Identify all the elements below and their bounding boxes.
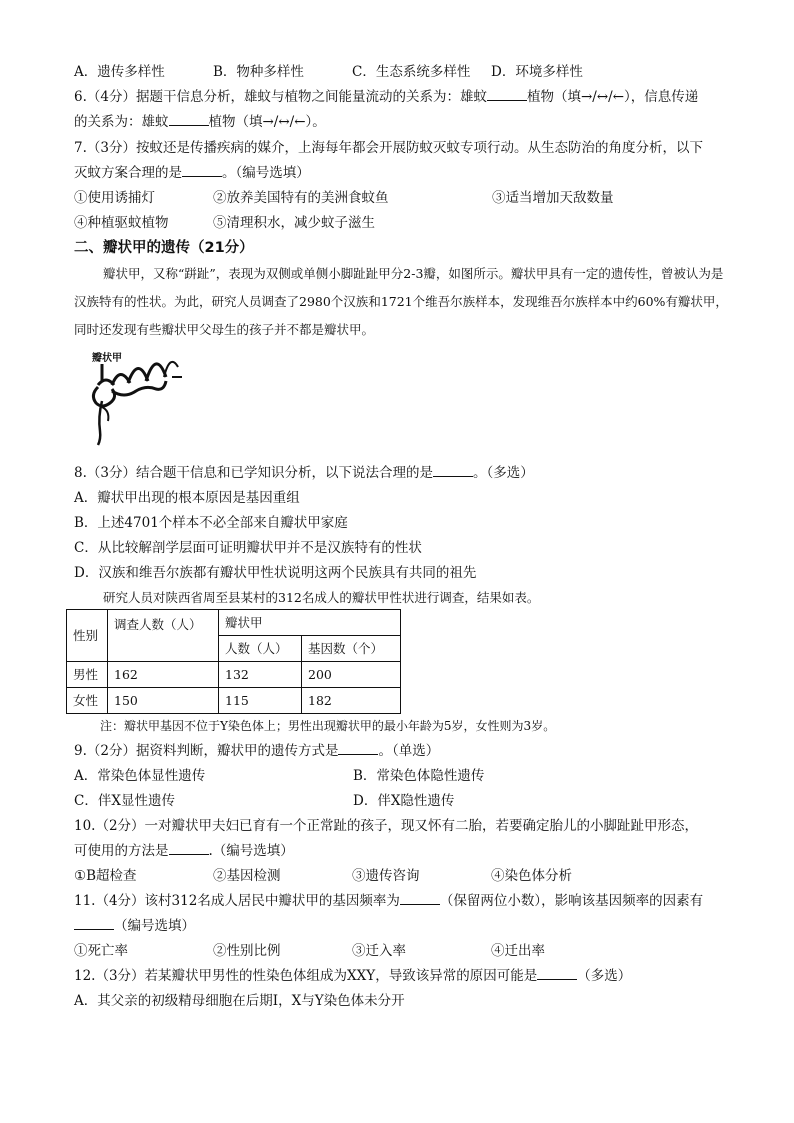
q7-text-a: 灭蚊方案合理的是: [74, 165, 182, 181]
q12-text-a: 12.（3分）若某瓣状甲男性的性染色体组成为XXY，导致该异常的原因可能是: [74, 968, 538, 984]
q11-line1: [74, 889, 703, 914]
q10-option-1: ①B超检查: [74, 868, 137, 884]
q5-option-d: D．环境多样性: [491, 64, 583, 80]
q11-line2: [74, 914, 195, 939]
header-genes: 基因数（个）: [302, 636, 401, 662]
q5-option-b: B．物种多样性: [213, 64, 304, 80]
q8-option-d: D．汉族和维吾尔族都有瓣状甲性状说明这两个民族具有共同的祖先: [74, 565, 477, 581]
section-title: 二、瓣状甲的遗传（21分）: [74, 240, 254, 256]
q7-option-5: ⑤清理积水，减少蚊子滋生: [213, 215, 375, 231]
q11-text-a: 11.（4分）该村312名成人居民中瓣状甲的基因频率为: [74, 893, 400, 909]
table-row: [67, 688, 401, 714]
header-sex: 性别: [67, 610, 108, 662]
header-count: 调查人数（人）: [108, 610, 219, 662]
q8-option-a: A．瓣状甲出现的根本原因是基因重组: [74, 490, 300, 506]
q12-option-a: A．其父亲的初级精母细胞在后期Ⅰ，X与Y染色体未分开: [74, 993, 405, 1009]
answer-blank[interactable]: [169, 840, 209, 855]
toenail-sketch-image: [88, 347, 188, 447]
cell-genes: 182: [302, 688, 401, 714]
cell-genes: 200: [302, 662, 401, 688]
section-intro: 瓣状甲，又称“跰趾”，表现为双侧或单侧小脚趾趾甲分2-3瓣，如图所示。瓣状甲具有一定的遗传性，曾被认为是汉族特有的性状。为此，研究人员调查了2980个汉族和1721个维吾尔族样本，发现维吾尔族样本中约60%有瓣状甲，同时还发现有些瓣状甲父母生的孩子并不都是瓣状甲。: [74, 266, 728, 337]
q6-text-a: 6.（4分）据题干信息分析，雄蚊与植物之间能量流动的关系为：雄蚊: [74, 89, 487, 105]
cell-count: 150: [108, 688, 219, 714]
cell-people: 115: [219, 688, 302, 714]
q9-stem: [74, 739, 439, 764]
q7-option-1: ①使用诱捕灯: [74, 190, 155, 206]
q6-line1: [74, 85, 698, 110]
q8-text-b: 。（多选）: [472, 465, 534, 481]
q10-options: [74, 864, 734, 889]
answer-blank[interactable]: [487, 86, 527, 101]
table-note: 注：瓣状甲基因不位于Y染色体上；男性出现瓣状甲的最小年龄为5岁，女性则为3岁。: [100, 719, 556, 733]
q11-option-1: ①死亡率: [74, 943, 128, 959]
q9-option-a: A．常染色体显性遗传: [74, 768, 206, 784]
q10-line1: 10.（2分）一对瓣状甲夫妇已育有一个正常趾的孩子，现又怀有二胎，若要确定胎儿的小脚趾趾甲形态，: [74, 818, 699, 834]
q11-option-3: ③迁入率: [352, 943, 406, 959]
q11-options: [74, 939, 734, 964]
toenail-figure: [88, 347, 188, 447]
table-row: [67, 662, 401, 688]
answer-blank[interactable]: [169, 111, 209, 126]
q7-options-row1: [74, 186, 734, 211]
q9-text-a: 9.（2分）据资料判断，瓣状甲的遗传方式是: [74, 743, 339, 759]
answer-blank[interactable]: [338, 740, 378, 755]
q9-options-row1: [74, 764, 734, 789]
q6-text-b: 植物（填→/↔/←），信息传递: [526, 89, 699, 105]
q6-line2: [74, 110, 326, 135]
q9-text-b: 。（单选）: [378, 743, 440, 759]
answer-blank[interactable]: [182, 162, 222, 177]
answer-blank[interactable]: [537, 965, 577, 980]
answer-blank[interactable]: [400, 890, 440, 905]
q12-stem: [74, 964, 631, 989]
q7-line2: [74, 161, 310, 186]
q9-option-d: D．伴X隐性遗传: [353, 793, 455, 809]
figure-label: 瓣状甲: [92, 353, 122, 364]
q7-option-3: ③适当增加天敌数量: [492, 190, 614, 206]
q7-text-b: 。（编号选填）: [222, 165, 310, 181]
q7-option-2: ②放养美国特有的美洲食蚊鱼: [213, 190, 389, 206]
q9-option-b: B．常染色体隐性遗传: [353, 768, 485, 784]
q10-option-2: ②基因检测: [213, 868, 281, 884]
q5-options: [74, 60, 734, 85]
q10-option-3: ③遗传咨询: [352, 868, 420, 884]
q10-text-a: 可使用的方法是: [74, 843, 169, 859]
header-people: 人数（人）: [219, 636, 302, 662]
q11-text-c: （编号选填）: [114, 918, 195, 934]
table-header-row: [67, 610, 401, 636]
q5-option-c: C．生态系统多样性: [352, 64, 471, 80]
answer-blank[interactable]: [74, 915, 114, 930]
q6-text-c: 的关系为：雄蚊: [74, 114, 169, 130]
q12-text-b: （多选）: [577, 968, 632, 984]
q7-line1: 7.（3分）按蚊还是传播疾病的媒介，上海每年都会开展防蚊灭蚊专项行动。从生态防治的角度分析，以下: [74, 140, 703, 156]
q10-option-4: ④染色体分析: [491, 868, 572, 884]
q9-option-c: C．伴X显性遗传: [74, 793, 175, 809]
answer-blank[interactable]: [433, 462, 473, 477]
q11-option-2: ②性别比例: [213, 943, 281, 959]
q11-text-b: （保留两位小数），影响该基因频率的因素有: [439, 893, 704, 909]
q6-text-d: 植物（填→/↔/←）。: [208, 114, 326, 130]
q10-text-b: .（编号选填）: [208, 843, 294, 859]
q8-option-c: C．从比较解剖学层面可证明瓣状甲并不是汉族特有的性状: [74, 540, 422, 556]
survey-table: [66, 609, 401, 714]
q10-line2: [74, 839, 294, 864]
q8-stem: [74, 461, 534, 486]
q11-option-4: ④迁出率: [491, 943, 545, 959]
cell-sex: 女性: [67, 688, 108, 714]
q5-option-a: A．遗传多样性: [74, 64, 165, 80]
cell-people: 132: [219, 662, 302, 688]
cell-sex: 男性: [67, 662, 108, 688]
q7-option-4: ④种植驱蚊植物: [74, 215, 169, 231]
q8-option-b: B．上述4701个样本不必全部来自瓣状甲家庭: [74, 515, 348, 531]
q7-options-row2: [74, 211, 734, 236]
q8-text-a: 8.（3分）结合题干信息和已学知识分析，以下说法合理的是: [74, 465, 433, 481]
header-group: 瓣状甲: [219, 610, 401, 636]
q9-options-row2: [74, 789, 734, 814]
survey-intro: 研究人员对陕西省周至县某村的312名成人的瓣状甲性状进行调查，结果如表。: [103, 590, 540, 605]
cell-count: 162: [108, 662, 219, 688]
